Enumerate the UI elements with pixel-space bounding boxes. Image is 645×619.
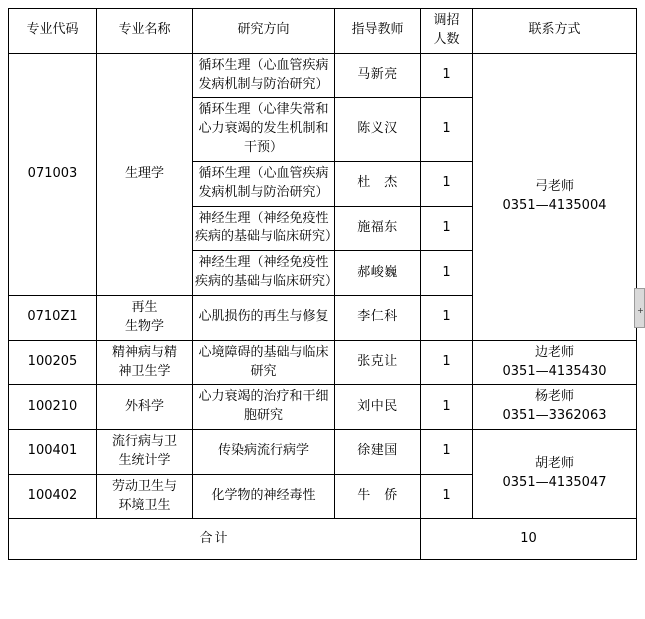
cell-contact — [473, 385, 637, 430]
contact-phone: 0351—4135047 — [502, 475, 607, 491]
cell-teacher: 刘中民 — [335, 385, 421, 430]
header-quota-line1: 调招 — [433, 13, 460, 28]
cell-code: 100205 — [9, 340, 97, 385]
cell-teacher: 李仁科 — [335, 295, 421, 340]
cell-name-line2: 神卫生学 — [118, 363, 171, 379]
cell-quota: 1 — [421, 98, 473, 162]
cell-name: 生理学 — [97, 53, 193, 295]
cell-direction: 循环生理（心血管疾病发病机制与防治研究） — [193, 161, 335, 206]
cell-teacher: 郝峻巍 — [335, 251, 421, 296]
cell-code: 071003 — [9, 53, 97, 295]
cell-contact — [473, 340, 637, 385]
cell-quota: 1 — [421, 251, 473, 296]
cell-teacher: 杜 杰 — [335, 161, 421, 206]
cell-direction: 神经生理（神经免疫性疾病的基础与临床研究） — [193, 251, 335, 296]
cell-name-line1: 再生 — [131, 299, 158, 315]
header-quota — [421, 9, 473, 54]
cell-name-line2: 生统计学 — [118, 452, 171, 468]
contact-name: 弓老师 — [534, 178, 574, 194]
admissions-table — [8, 8, 637, 560]
cell-quota: 1 — [421, 161, 473, 206]
header-quota-line2: 人数 — [433, 31, 460, 47]
cell-teacher: 马新亮 — [335, 53, 421, 98]
cell-quota: 1 — [421, 474, 473, 519]
cell-code: 100401 — [9, 430, 97, 475]
header-name: 专业名称 — [97, 9, 193, 54]
contact-phone: 0351—4135430 — [502, 363, 607, 379]
cell-code: 100210 — [9, 385, 97, 430]
cell-name-line1: 精神病与精 — [111, 344, 177, 360]
table-header-row — [9, 9, 637, 54]
cell-direction: 心境障碍的基础与临床研究 — [193, 340, 335, 385]
cell-direction: 循环生理（心血管疾病发病机制与防治研究） — [193, 53, 335, 98]
contact-phone: 0351—3362063 — [502, 408, 607, 424]
cell-name — [97, 295, 193, 340]
cell-code: 0710Z1 — [9, 295, 97, 340]
contact-name: 边老师 — [534, 344, 574, 360]
cell-teacher: 徐建国 — [335, 430, 421, 475]
cell-name — [97, 430, 193, 475]
cell-contact — [473, 430, 637, 519]
contact-name: 杨老师 — [534, 389, 574, 405]
cell-direction: 化学物的神经毒性 — [193, 474, 335, 519]
total-label: 合计 — [9, 519, 421, 560]
cell-code: 100402 — [9, 474, 97, 519]
cell-direction: 心力衰竭的治疗和干细胞研究 — [193, 385, 335, 430]
scroll-down-icon[interactable]: + — [637, 306, 644, 315]
cell-name: 外科学 — [97, 385, 193, 430]
cell-quota: 1 — [421, 53, 473, 98]
cell-contact — [473, 53, 637, 340]
contact-name: 胡老师 — [534, 456, 574, 472]
cell-quota: 1 — [421, 430, 473, 475]
cell-direction: 神经生理（神经免疫性疾病的基础与临床研究） — [193, 206, 335, 251]
total-row — [9, 519, 637, 560]
cell-quota: 1 — [421, 206, 473, 251]
cell-quota: 1 — [421, 295, 473, 340]
header-teacher: 指导教师 — [335, 9, 421, 54]
contact-phone: 0351—4135004 — [502, 197, 607, 213]
cell-teacher: 牛 侨 — [335, 474, 421, 519]
cell-direction: 心肌损伤的再生与修复 — [193, 295, 335, 340]
table-row — [9, 430, 637, 475]
cell-direction: 循环生理（心律失常和心力衰竭的发生机制和干预） — [193, 98, 335, 162]
cell-direction: 传染病流行病学 — [193, 430, 335, 475]
cell-teacher: 陈义汉 — [335, 98, 421, 162]
cell-teacher: 施福东 — [335, 206, 421, 251]
table-row — [9, 385, 637, 430]
header-direction: 研究方向 — [193, 9, 335, 54]
cell-name-line1: 劳动卫生与 — [111, 478, 177, 494]
table-row — [9, 53, 637, 98]
cell-quota: 1 — [421, 340, 473, 385]
header-code: 专业代码 — [9, 9, 97, 54]
table-row — [9, 340, 637, 385]
cell-name — [97, 474, 193, 519]
cell-name-line2: 环境卫生 — [118, 497, 171, 513]
cell-teacher: 张克让 — [335, 340, 421, 385]
document-page — [8, 8, 636, 560]
total-value: 10 — [421, 519, 637, 560]
cell-name — [97, 340, 193, 385]
cell-name-line2: 生物学 — [124, 318, 164, 334]
cell-name-line1: 流行病与卫 — [111, 434, 177, 450]
header-contact: 联系方式 — [473, 9, 637, 54]
cell-quota: 1 — [421, 385, 473, 430]
